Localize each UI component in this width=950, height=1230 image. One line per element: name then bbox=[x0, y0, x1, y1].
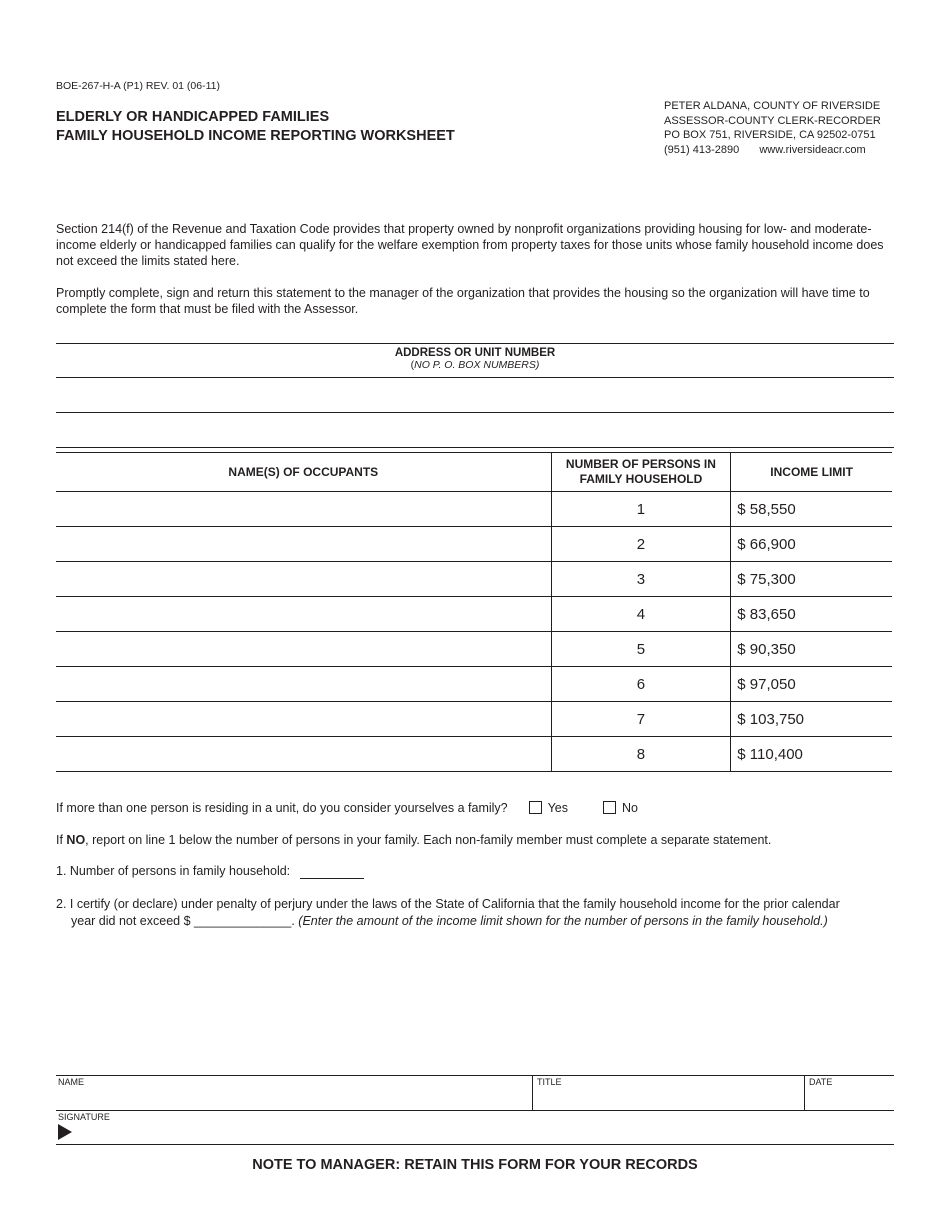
if-no-instruction bbox=[56, 833, 771, 847]
name-field[interactable] bbox=[56, 1088, 530, 1109]
family-question-row bbox=[56, 801, 638, 815]
date-label: DATE bbox=[809, 1077, 833, 1087]
occupants-table bbox=[56, 452, 892, 772]
signature-label: SIGNATURE bbox=[58, 1112, 110, 1122]
persons-count-field[interactable] bbox=[300, 864, 364, 879]
line1-label: 1. Number of persons in family household: bbox=[56, 864, 291, 878]
title-label: TITLE bbox=[537, 1077, 562, 1087]
line2-cont[interactable]: year did not exceed $ ______________. bbox=[71, 913, 295, 928]
if-prefix: If bbox=[56, 833, 67, 847]
occupant-name-field[interactable] bbox=[56, 632, 551, 667]
persons-count: 5 bbox=[551, 632, 731, 667]
table-row bbox=[56, 667, 892, 702]
table-row bbox=[56, 562, 892, 597]
header-persons-line1: NUMBER OF PERSONS IN bbox=[565, 457, 716, 471]
income-limit: $ 103,750 bbox=[731, 702, 892, 737]
address-sublabel-paren: ( bbox=[410, 359, 415, 371]
persons-count: 8 bbox=[551, 737, 731, 772]
divider bbox=[804, 1075, 805, 1110]
if-no-bold: NO bbox=[66, 833, 86, 847]
no-checkbox[interactable] bbox=[603, 801, 616, 814]
agency-office: ASSESSOR-COUNTY CLERK-RECORDER bbox=[664, 114, 881, 127]
table-row bbox=[56, 632, 892, 667]
header-income-limit: INCOME LIMIT bbox=[731, 453, 892, 492]
persons-count: 7 bbox=[551, 702, 731, 737]
form-title-line2: FAMILY HOUSEHOLD INCOME REPORTING WORKSHEET bbox=[56, 128, 455, 144]
header-occupants: NAME(S) OF OCCUPANTS bbox=[56, 453, 551, 492]
family-question: If more than one person is residing in a unit, do you consider yourselves a family? bbox=[56, 801, 508, 815]
occupant-name-field[interactable] bbox=[56, 667, 551, 702]
divider bbox=[56, 343, 894, 344]
line2-italic: (Enter the amount of the income limit shown for the number of persons in the family household.) bbox=[298, 913, 828, 928]
occupant-name-field[interactable] bbox=[56, 492, 551, 527]
line2-start: 2. I certify (or declare) under penalty of perjury under the laws of the State of California that the family household income for the prior calendar bbox=[56, 897, 840, 911]
persons-count: 1 bbox=[551, 492, 731, 527]
header-persons-line2: FAMILY HOUSEHOLD bbox=[579, 472, 703, 486]
agency-address: PO BOX 751, RIVERSIDE, CA 92502-0751 bbox=[664, 129, 876, 141]
divider bbox=[56, 1075, 894, 1076]
occupant-name-field[interactable] bbox=[56, 527, 551, 562]
income-limit: $ 97,050 bbox=[731, 667, 892, 702]
signature-field[interactable] bbox=[80, 1122, 892, 1142]
persons-count: 6 bbox=[551, 667, 731, 702]
occupant-name-field[interactable] bbox=[56, 702, 551, 737]
income-limit: $ 110,400 bbox=[731, 737, 892, 772]
occupant-name-field[interactable] bbox=[56, 562, 551, 597]
table-row bbox=[56, 492, 892, 527]
form-number: BOE-267-H-A (P1) REV. 01 (06-11) bbox=[56, 80, 220, 92]
table-row bbox=[56, 527, 892, 562]
agency-name: PETER ALDANA, COUNTY OF RIVERSIDE bbox=[664, 100, 881, 112]
income-limit: $ 90,350 bbox=[731, 632, 892, 667]
agency-phone: (951) 413-2890 bbox=[664, 143, 740, 156]
date-field[interactable] bbox=[807, 1088, 893, 1109]
address-label: ADDRESS OR UNIT NUMBER bbox=[394, 347, 556, 359]
income-limit: $ 83,650 bbox=[731, 597, 892, 632]
form-title bbox=[56, 108, 455, 146]
table-row bbox=[56, 702, 892, 737]
divider bbox=[532, 1075, 533, 1110]
address-field[interactable] bbox=[56, 379, 894, 411]
divider bbox=[56, 377, 894, 378]
title-field[interactable] bbox=[535, 1088, 802, 1109]
if-no-rest: , report on line 1 below the number of persons in your family. Each non-family member must complete a separate statement. bbox=[85, 833, 772, 847]
income-limit: $ 75,300 bbox=[731, 562, 892, 597]
question-line-1 bbox=[56, 864, 364, 879]
agency-block bbox=[664, 99, 881, 157]
agency-website[interactable]: www.riversideacr.com bbox=[759, 143, 866, 156]
occupant-name-field[interactable] bbox=[56, 597, 551, 632]
occupant-name-field[interactable] bbox=[56, 737, 551, 772]
divider bbox=[56, 1144, 894, 1145]
header-persons bbox=[551, 453, 731, 492]
signature-arrow-icon bbox=[58, 1124, 72, 1140]
persons-count: 2 bbox=[551, 527, 731, 562]
address-header bbox=[56, 347, 894, 371]
agency-contact bbox=[664, 143, 881, 158]
income-limit: $ 66,900 bbox=[731, 527, 892, 562]
divider bbox=[56, 447, 894, 448]
yes-label: Yes bbox=[547, 801, 569, 815]
divider bbox=[56, 1110, 894, 1111]
address-sublabel-text: NO P. O. BOX NUMBERS) bbox=[414, 359, 540, 371]
persons-count: 3 bbox=[551, 562, 731, 597]
intro-paragraph-1: Section 214(f) of the Revenue and Taxation Code provides that property owned by nonprofit organizations providing housing for low- and moderate-income elderly or handicapped families can qualify for the welfare exemption from property taxes for those units whose family household income does not exceed the limits stated here. bbox=[56, 222, 884, 269]
divider bbox=[56, 412, 894, 413]
income-limit: $ 58,550 bbox=[731, 492, 892, 527]
name-label: NAME bbox=[58, 1077, 85, 1087]
question-line-2 bbox=[56, 896, 894, 929]
table-row bbox=[56, 597, 892, 632]
persons-count: 4 bbox=[551, 597, 731, 632]
manager-note: NOTE TO MANAGER: RETAIN THIS FORM FOR YOUR RECORDS bbox=[252, 1157, 698, 1173]
yes-checkbox[interactable] bbox=[529, 801, 542, 814]
table-row bbox=[56, 737, 892, 772]
intro-paragraph-2: Promptly complete, sign and return this statement to the manager of the organization that provides the housing so the organization will have time to complete the form that must be filed with the Assessor. bbox=[56, 286, 870, 317]
line2-cont-row bbox=[56, 913, 894, 930]
form-title-line1: ELDERLY OR HANDICAPPED FAMILIES bbox=[56, 109, 330, 125]
table-header-row bbox=[56, 453, 892, 492]
no-label: No bbox=[621, 801, 638, 815]
address-sublabel bbox=[56, 359, 894, 371]
